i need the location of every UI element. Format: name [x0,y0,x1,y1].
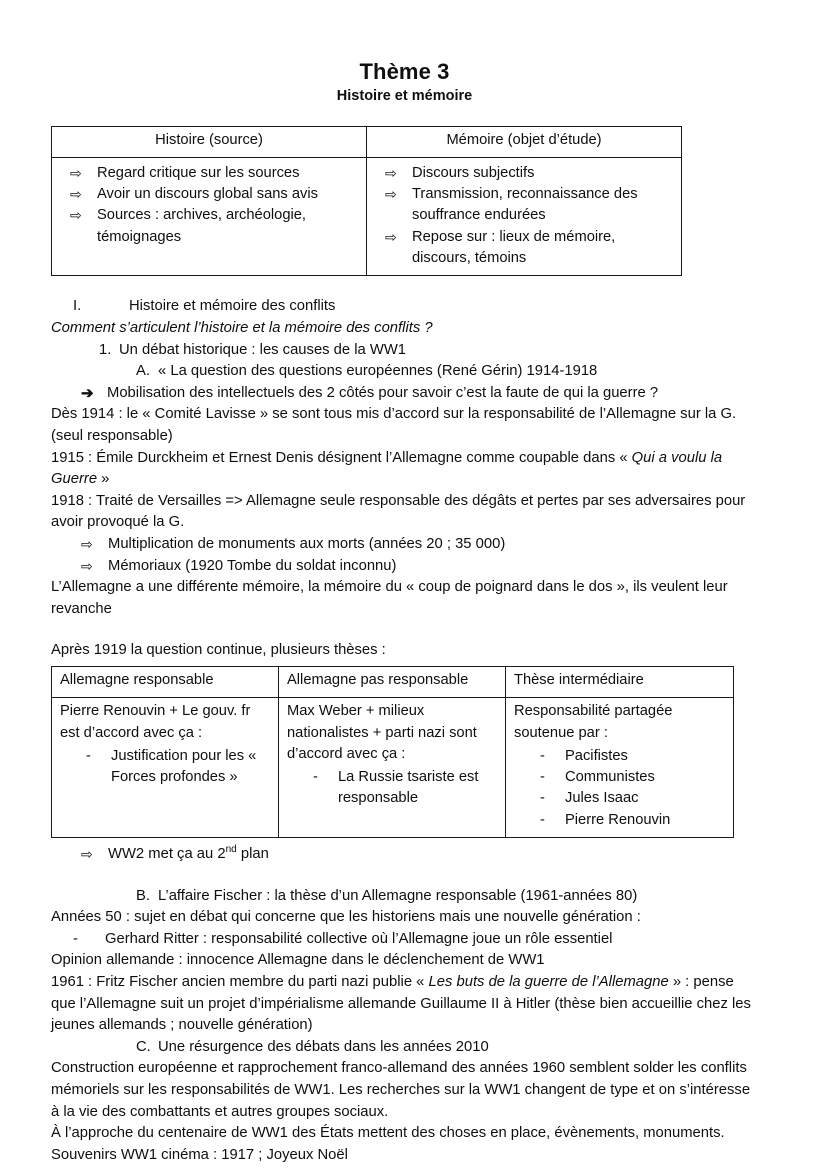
hollow-arrow-icon: ⇨ [385,186,397,203]
subsection-title: L’affaire Fischer : la thèse d’un Allemagne responsable (1961-années 80) [158,887,638,904]
paragraph-centenaire: À l’approche du centenaire de WW1 des États mettent des choses en place, évènements, monuments. [51,1125,725,1142]
paragraph-construction-europeenne: Construction européenne et rapprochement franco-allemand des années 1960 semblent solder les conflits mémoriels sur les responsabilités de WW1. Les recherches sur la WW1 changent de type et on s’intéresse à la vie des combattants et autres groupes sociaux. [51,1060,751,1120]
table-header-cell-responsable: Allemagne responsable [52,666,279,697]
subsection-heading-1 [99,340,758,362]
hollow-arrow-icon: ⇨ [385,164,397,181]
hollow-arrow-icon: ⇨ [81,535,93,552]
bullet-ww2-superscript: nd [225,844,237,856]
table-cell-responsable [52,698,279,838]
theses-table [51,666,734,838]
list-item-label: Justification pour les « Forces profondes » [111,747,257,786]
table-header-row [52,666,734,697]
paragraph-1961-before: 1961 : Fritz Fischer ancien membre du parti nazi publie « [51,974,429,991]
subsection-letter: A. [136,363,150,380]
paragraph-1915-after: » [97,471,110,488]
bullet-ww2 [81,844,758,866]
list-item [60,205,358,248]
bullet-monuments [81,534,758,556]
bullet-memoriaux [81,556,758,578]
list-item [375,227,673,270]
dash-icon: - [540,790,545,807]
page-subtitle: Histoire et mémoire [336,87,473,104]
arrow-statement [81,383,758,405]
dash-icon: - [540,747,545,764]
paragraph-opinion-allemande: Opinion allemande : innocence Allemagne dans le déclenchement de WW1 [51,952,545,969]
hollow-arrow-icon: ⇨ [81,846,93,863]
list-item-label: Repose sur : lieux de mémoire, discours, témoins [412,228,616,267]
subsection-letter: C. [136,1038,151,1055]
subsection-heading-A [136,361,758,383]
table-header-cell-intermediaire: Thèse intermédiaire [506,666,734,697]
list-item-label: Jules Isaac [565,790,639,807]
subsection-heading-C [136,1037,758,1059]
paragraph-des-1914: Dès 1914 : le « Comité Lavisse » se sont tous mis d’accord sur la responsabilité de l’Allemagne sur la G. (seul responsable) [51,406,737,444]
table-header-cell-pas-responsable: Allemagne pas responsable [279,666,506,697]
hollow-arrow-icon: ⇨ [81,557,93,574]
paragraph-souvenirs-cinema: Souvenirs WW1 cinéma : 1917 ; Joyeux Noël [51,1146,348,1163]
table-row [52,157,682,276]
bullet-label: Multiplication de monuments aux morts (années 20 ; 35 000) [108,535,506,552]
subsection-title: Une résurgence des débats dans les années 2010 [158,1038,489,1055]
list-item [375,184,673,227]
cell-lead-text: Pierre Renouvin + Le gouv. fr est d’accord avec ça : [60,703,251,741]
table-cell-intermediaire [506,698,734,838]
list-item-label: Communistes [565,769,655,786]
paragraph-1915 [51,448,758,491]
paragraph-1961 [51,972,758,1037]
table-header-cell-histoire: Histoire (source) [52,126,367,157]
paragraph-1918: 1918 : Traité de Versailles => Allemagne seule responsable des dégâts et pertes par ses adversaires pour avoir provoqué la G. [51,492,746,531]
cell-dash-list [287,767,497,810]
list-item [514,810,725,831]
subsection-title: « La question des questions européennes (René Gérin) 1914-1918 [158,363,598,380]
bullet-ww2-before: WW2 met ça au 2 [108,846,226,863]
section-heading-I [73,296,758,318]
table-cell-pas-responsable [279,698,506,838]
table-row [52,698,734,838]
paragraph-1961-italic: Les buts de la guerre de l’Allemagne [428,974,669,991]
section-title: Histoire et mémoire des conflits [129,298,336,315]
list-item-label: Discours subjectifs [412,164,535,181]
memoire-list [375,163,673,270]
list-item [514,767,725,788]
table-header-cell-memoire: Mémoire (objet d’étude) [367,126,682,157]
cell-lead-text: Max Weber + milieux nationalistes + parti nazi sont d’accord avec ça : [287,703,477,762]
bullet-label: Mémoriaux (1920 Tombe du soldat inconnu) [108,557,397,574]
hollow-arrow-icon: ⇨ [70,164,82,181]
dash-item-label: Gerhard Ritter : responsabilité collective où l’Allemagne joue un rôle essentiel [105,930,613,947]
paragraph-1915-before: 1915 : Émile Durckheim et Ernest Denis désignent l’Allemagne comme coupable dans « [51,449,632,466]
list-item-label: Sources : archives, archéologie, témoignages [97,207,306,245]
theses-intro: Après 1919 la question continue, plusieurs thèses : [51,642,386,659]
list-item [287,767,497,810]
dash-icon: - [540,769,545,786]
subsection-letter: B. [136,887,150,904]
list-item [60,163,358,184]
page-title: Thème 3 [359,59,450,84]
list-item [375,163,673,184]
hollow-arrow-icon: ⇨ [70,207,82,224]
paragraph-annees-50: Années 50 : sujet en débat qui concerne que les historiens mais une nouvelle génération : [51,909,641,926]
bullet-ww2-after: plan [236,846,269,863]
solid-arrow-icon: ➔ [81,384,94,402]
subsection-numeral: 1. [99,341,112,358]
cell-dash-list [60,746,270,789]
histoire-list [60,163,358,248]
list-item [60,746,270,789]
hollow-arrow-icon: ⇨ [385,228,397,245]
hollow-arrow-icon: ⇨ [70,186,82,203]
table-cell-memoire [367,157,682,276]
arrow-statement-label: Mobilisation des intellectuels des 2 côtés pour savoir c’est la faute de qui la guerre ? [107,384,659,401]
list-item-label: Pacifistes [565,747,628,764]
subsection-heading-B [136,886,758,908]
problematique: Comment s’articulent l’histoire et la mémoire des conflits ? [51,319,433,336]
section-numeral: I. [73,298,82,315]
list-item-label: Transmission, reconnaissance des souffrance endurées [412,186,638,224]
list-item-label: La Russie tsariste est responsable [338,769,479,807]
list-item [514,788,725,809]
list-item-label: Regard critique sur les sources [97,164,300,181]
cell-dash-list [514,746,725,831]
list-item-label: Pierre Renouvin [565,811,671,828]
paragraph-1961-after: » : pense que l’Allemagne suit un projet d’impérialisme allemande Guillaume II à Hitler (thèse bien accueillie chez les jeunes allemands ; nouvelle génération) [51,974,751,1034]
dash-icon: - [86,747,91,764]
list-item [60,184,358,205]
table-cell-histoire [52,157,367,276]
paragraph-allemagne-memoire: L’Allemagne a une différente mémoire, la mémoire du « coup de poignard dans le dos », ils veulent leur revanche [51,579,728,617]
list-item-label: Avoir un discours global sans avis [97,186,318,203]
dash-item-gerhard-ritter [73,929,758,951]
paragraph-1915-italic: Qui a voulu la Guerre [51,449,723,488]
subsection-title: Un débat historique : les causes de la WW1 [119,341,407,358]
list-item [514,746,725,767]
dash-icon: - [313,769,318,786]
dash-icon: - [73,930,78,947]
comparison-table [51,126,682,277]
dash-icon: - [540,811,545,828]
cell-lead-text: Responsabilité partagée soutenue par : [514,703,673,741]
table-header-row [52,126,682,157]
